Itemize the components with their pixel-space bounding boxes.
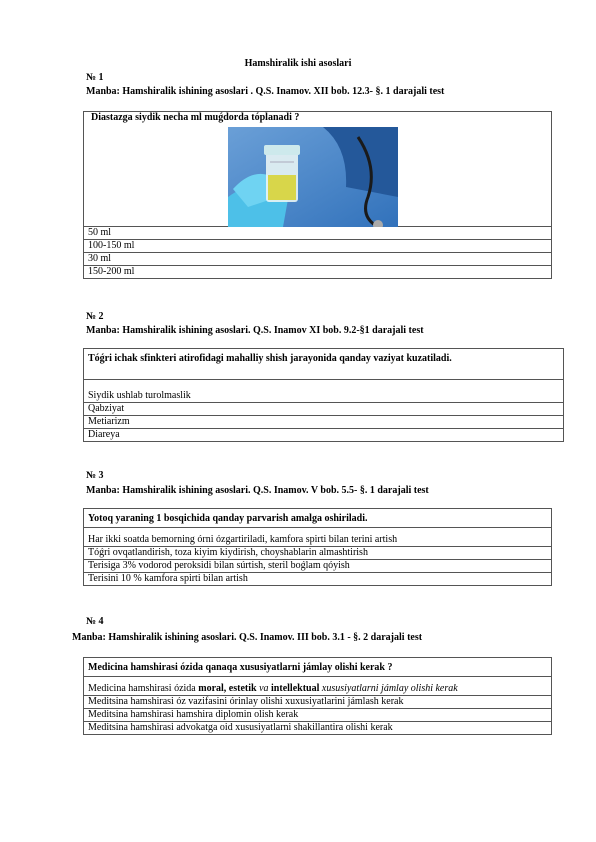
answer-option[interactable]: Meditsina hamshirasi óz vazifasini órinlay olishi xuxusiyatlarini jámlash kerak: [84, 696, 552, 709]
question-number: № 1: [86, 72, 104, 83]
answer-option[interactable]: Har ikki soatda bemorning órni ózgartiriladi, kamfora spirti bilan terini artish: [84, 528, 552, 547]
answer-option[interactable]: Terisini 10 % kamfora spirti bilan artish: [84, 573, 552, 586]
answer-option[interactable]: 150-200 ml: [84, 266, 552, 279]
answer-italic-part: xususiyatlarni jámlay olishi kerak: [319, 683, 458, 694]
answer-option[interactable]: Meditsina hamshirasi hamshira diplomin olish kerak: [84, 709, 552, 722]
question-table-3: [83, 508, 552, 586]
answer-option[interactable]: Tóǵri ovqatlandirish, toza kiyim kiydirish, choyshablarin almashtirish: [84, 547, 552, 560]
question-text: Yotoq yaraning 1 bosqichida qanday parvarish amalga oshiriladi.: [84, 509, 552, 528]
question-source: Manba: Hamshiralik ishining asoslari. Q.S. Inamov XI bob. 9.2-§1 darajali test: [86, 325, 424, 336]
question-source: Manba: Hamshiralik ishining asoslari. Q.S. Inamov. III bob. 3.1 - §. 2 darajali test: [72, 632, 423, 643]
question-table-2: [83, 348, 564, 442]
answer-italic-part: va: [259, 683, 272, 694]
question-text: Diastazga siydik necha ml muǵdorda tóplanadi ?: [91, 112, 300, 123]
answer-option[interactable]: 50 ml: [84, 227, 552, 240]
answer-option[interactable]: Qabziyat: [84, 403, 564, 416]
urine-sample-icon: [228, 127, 398, 227]
question-text: Medicina hamshirasi ózida qanaqa xususiyatlarni jámlay olishi kerak ?: [84, 658, 552, 677]
answer-option[interactable]: Diareya: [84, 429, 564, 442]
question-source: Manba: Hamshiralik ishining asoslari. Q.S. Inamov. V bob. 5.5- §. 1 darajali test: [86, 485, 429, 496]
urine-sample-cup-photo: [228, 127, 398, 227]
question-number: № 3: [86, 470, 104, 481]
answer-part: Medicina hamshirasi ózida: [88, 683, 199, 694]
answer-option[interactable]: 100-150 ml: [84, 240, 552, 253]
answer-option[interactable]: [84, 677, 552, 696]
answer-option[interactable]: Siydik ushlab turolmaslik: [84, 380, 564, 403]
answer-option[interactable]: Meditsina hamshirasi advokatga oid xususiyatlarni shakillantira olishi kerak: [84, 722, 552, 735]
answer-option[interactable]: Metiarizm: [84, 416, 564, 429]
answer-option[interactable]: 30 ml: [84, 253, 552, 266]
page-title: Hamshiralik ishi asoslari: [244, 58, 352, 69]
question-number: № 2: [86, 311, 104, 322]
answer-bold-part: moral, estetik: [198, 683, 260, 694]
answer-option[interactable]: Terisiga 3% vodorod peroksidi bilan súrtish, steril boǵlam qóyish: [84, 560, 552, 573]
question-table-4: [83, 657, 552, 735]
question-source: Manba: Hamshiralik ishining asoslari . Q.S. Inamov. XII bob. 12.3- §. 1 darajali test: [86, 86, 445, 97]
question-text: Tóǵri ichak sfinkteri atirofidagi mahalliy shish jarayonida qanday vaziyat kuzatiladi.: [84, 349, 564, 380]
question-number: № 4: [86, 616, 104, 627]
answer-bold-part: intellektual: [271, 683, 320, 694]
